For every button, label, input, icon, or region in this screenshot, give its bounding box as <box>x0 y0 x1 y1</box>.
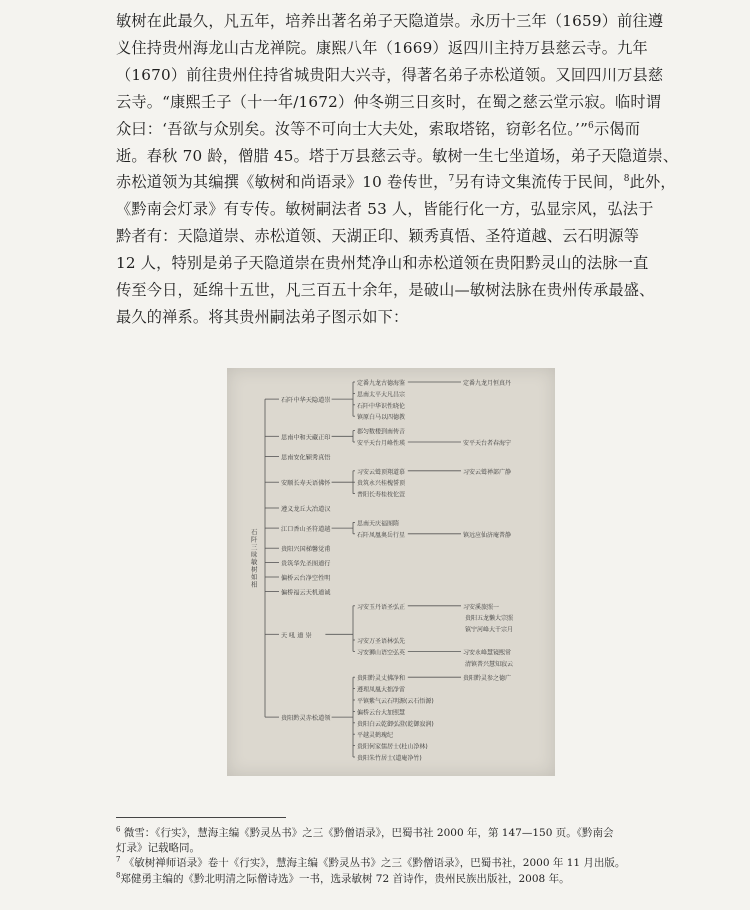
tree-child-label: 遵理凤凰大拙净雷 <box>357 686 406 694</box>
tree-root-char: 相 <box>251 580 258 589</box>
tree-child-label: 镇原白马以四德教 <box>357 414 406 422</box>
footnote-text: 《敏树禅师语录》卷十《行实》，慧海主编《黔灵丛书》之三《黔僧语录》，巴蜀书社，2000 年 11 月出版。 <box>123 857 626 870</box>
body-text <box>116 8 679 331</box>
tree-child-label: 平镇紫气云石明源(云石悟源) <box>357 698 434 705</box>
body-line-mid: 另有诗文集流传于民间， <box>454 173 624 192</box>
footnote-text: 灯录》记载略同。 <box>116 842 200 855</box>
tree-grandchild-label: 清镇普兴慧知寂云 <box>465 660 514 668</box>
tree-root-char: 如 <box>251 573 258 582</box>
body-line: 传至今日，延绵十五世，凡三百五十余年，是破山—敏树法脉在贵州传承最盛、 <box>116 281 655 300</box>
tree-child-label: 定番九龙古德海鉴 <box>357 380 406 387</box>
tree-group-label: 贵阳黔灵赤松道领 <box>281 715 331 723</box>
tree-grandchild-label: 定番九龙月恒真丹 <box>463 380 512 387</box>
footnote-text: 微雪：《行实》，慧海主编《黔灵丛书》之三《黔僧语录》，巴蜀书社 2000 年，第 147—150 页。《黔南会 <box>123 827 614 839</box>
body-line: 云寺。“康熙壬子（十一年/1672）仲冬朔三日亥时，在蜀之慈云堂示寂。临时谓 <box>116 92 662 111</box>
tree-grandchild-label: 习安溪旅照一 <box>463 603 500 611</box>
tree-grandchild-label: 习安永峰慧镜熙常 <box>463 649 512 657</box>
body-line <box>116 116 664 143</box>
body-line: 逝。春秋 70 龄，僧腊 45。塔于万县慈云寺。敏树一生七坐道场，弟子天隐道崇、 <box>116 146 679 165</box>
tree-root-char: 阡 <box>251 535 258 544</box>
tree-root-char: 三 <box>251 543 258 552</box>
body-line: 黔者有：天隐道崇、赤松道领、天湖正印、颖秀真悟、圣符道越、云石明源等 <box>116 227 640 246</box>
tree-group-label: 遵义龙丘大冶道汉 <box>281 506 331 513</box>
tree-root-char: 昧 <box>251 550 258 559</box>
body-line-tail: 此外， <box>629 173 676 192</box>
tree-group-label: 思南中和天藏正印 <box>281 434 331 442</box>
tree-child-label: 贵阳黔灵丈拂净和 <box>357 675 406 683</box>
footnote-ref-7: 7 <box>448 174 455 185</box>
footnote-text: 郑健勇主编的《黔北明清之际僧诗选》一书，选录敏树 72 首诗作，贵州民族出版社，2008 年。 <box>120 872 570 885</box>
tree-group-label: 贵阳兴国梯馨觉甫 <box>281 546 331 554</box>
tree-child-label: 贵阳何家儒居士(杜山净林) <box>357 743 428 751</box>
tree-root-char: 树 <box>251 565 258 574</box>
tree-grandchild-label: 贵阳五龙懒大宗照 <box>465 615 514 623</box>
tree-child-label: 思南天庆福图隋 <box>357 520 400 528</box>
tree-group-label: 天 吼 道 崇 <box>281 632 312 640</box>
tree-child-label: 平越灵鹤瑰纪 <box>357 732 394 740</box>
footnote-8 <box>116 872 661 887</box>
tree-grandchild-label: 镇远应仙济庵普静 <box>463 531 512 539</box>
tree-child-label: 贵筑永兴桂槐誓顶 <box>357 480 406 488</box>
tree-grandchild-label: 安平天台者春海宁 <box>463 440 512 447</box>
body-line-tail: 示偈而 <box>593 119 641 138</box>
tree-child-label: 习安云鹫顶翔道慕 <box>357 468 406 476</box>
tree-child-label: 习安玉丹语圣弘正 <box>357 603 406 611</box>
footnote-6 <box>116 826 661 841</box>
tree-group-label: 偏桥云台净空性明 <box>281 575 331 582</box>
body-line: 《黔南会灯录》有专传。敏树嗣法者 53 人，皆能行化一方，弘显宗风，弘法于 <box>116 200 654 219</box>
tree-child-label: 习安狮山语空弘英 <box>357 649 406 657</box>
body-line: 12 人，特别是弟子天隐道崇在贵州梵净山和赤松道领在贵阳黔灵山的法脉一直 <box>116 254 649 273</box>
tree-child-label: 郡匀数楼到南传音 <box>357 428 406 436</box>
tree-group-label: 偏桥福云天机道诚 <box>281 589 331 597</box>
lineage-diagram-photo <box>227 368 555 776</box>
tree-group-label: 江口香山圣符道越 <box>281 526 331 534</box>
tree-child-label: 思南太平大凡昌宗 <box>357 391 406 399</box>
tree-group-label: 安顺长寿天语佛怀 <box>281 480 331 488</box>
footnotes <box>116 826 661 887</box>
tree-grandchild-label: 贵阳黔灵参之德广 <box>463 675 512 683</box>
body-line: 最久的禅系。将其贵州嗣法弟子图示如下： <box>116 307 409 326</box>
tree-child-label: 贵阳白云乾御弘澄(乾御寂润) <box>357 720 434 728</box>
tree-child-label: 偏桥云台大加照慧 <box>357 709 406 717</box>
tree-child-label: 安平天台月峰性瑛 <box>357 440 406 447</box>
tree-child-label: 贵阳朱竹居士(道庵净竹) <box>357 755 422 762</box>
tree-group-label: 思南安化颖秀真悟 <box>281 454 331 462</box>
body-line-text: 众曰：‘吾欲与众别矣。汝等不可向士大夫处，索取塔铭，窃彰名位。’” <box>116 119 589 138</box>
body-line-text: 赤松道领为其编撰《敏树和尚语录》10 卷传世， <box>116 173 449 192</box>
footnote-ref-6: 6 <box>588 120 594 131</box>
tree-grandchild-label: 习安云鹫禅部广静 <box>463 468 512 476</box>
tree-child-label: 石阡中华识性晓伦 <box>357 402 406 410</box>
tree-grandchild-label: 镇宁河峰大千宗月 <box>465 626 514 634</box>
tree-child-label: 普阳长寿桂枝佗萱 <box>357 491 406 499</box>
footnote-7 <box>116 856 661 871</box>
footnote-number: 8 <box>116 871 121 880</box>
body-line: （1670）前往贵州住持省城贵阳大兴寺，得著名弟子赤松道领。又回四川万县慈 <box>116 65 664 84</box>
tree-root-char: 敏 <box>251 558 258 567</box>
footnote-number: 6 <box>116 825 121 834</box>
footnote-number: 7 <box>116 855 121 864</box>
footnote-rule <box>116 817 286 818</box>
body-line: 敏树在此最久，凡五年，培养出著名弟子天隐道崇。永历十三年（1659）前往遵 <box>116 12 664 30</box>
footnote-ref-8: 8 <box>623 174 630 185</box>
body-line <box>116 169 676 196</box>
tree-group-label: 贵筑华先圣图道行 <box>281 560 331 568</box>
body-line: 义住持贵州海龙山古龙禅院。康熙八年（1669）返四川主持万县慈云寺。九年 <box>116 38 648 57</box>
footnote-6-cont <box>116 841 661 856</box>
tree-group-label: 石阡中华天隐道崇 <box>281 397 331 405</box>
tree-child-label: 习安万圣语林弘先 <box>357 638 406 645</box>
tree-root-char: 石 <box>251 528 258 537</box>
tree-child-label: 石阡凤凰奥岳行星 <box>357 531 406 539</box>
lineage-tree <box>227 368 555 776</box>
